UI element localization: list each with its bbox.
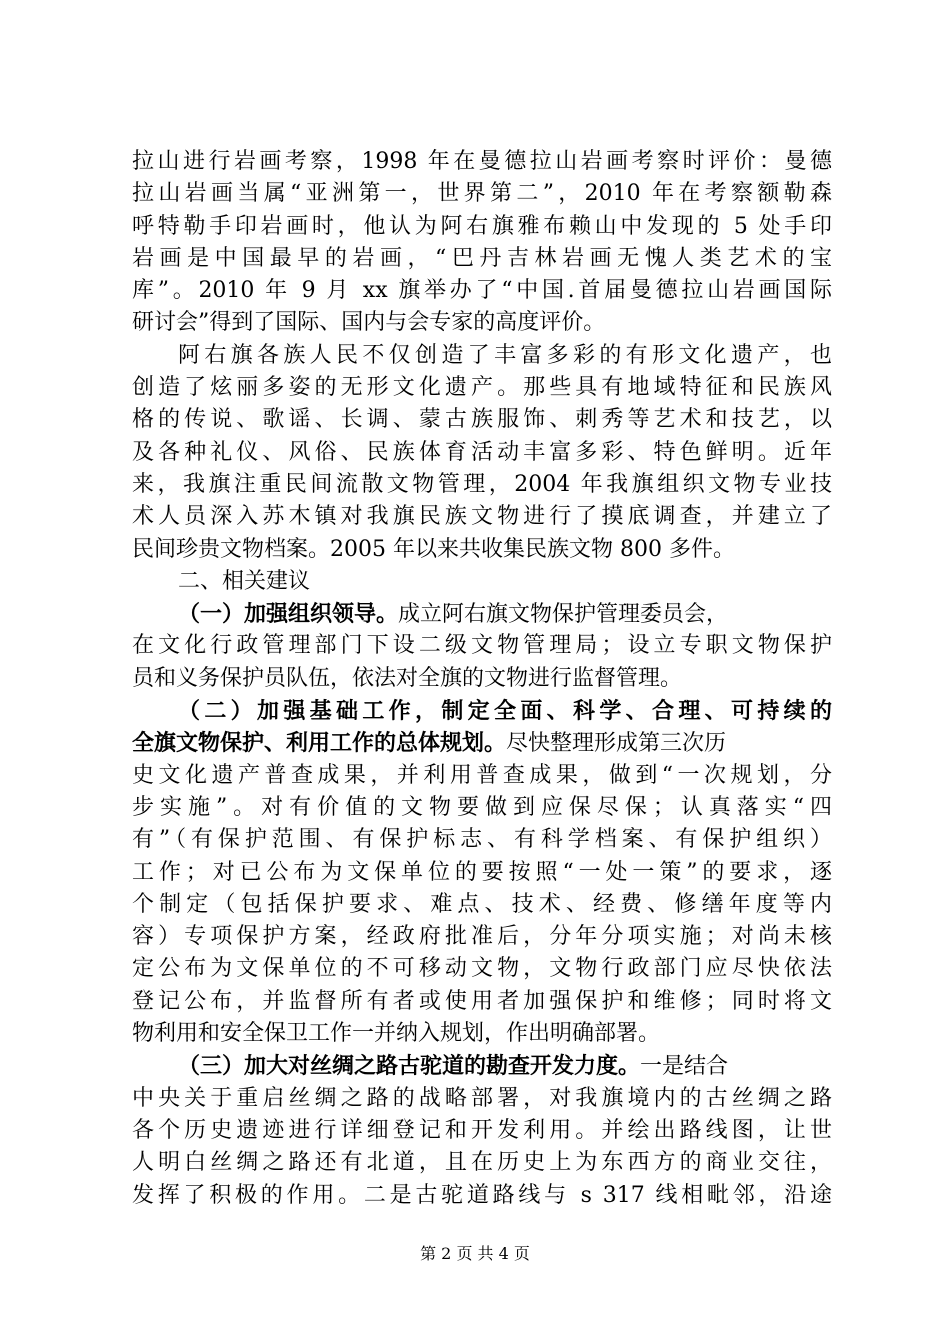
text-line: 物利用和安全保卫工作一并纳入规划，作出明确部署。 xyxy=(132,1021,661,1047)
text-line: 登记公布，并监督所有者或使用者加强保护和维修；同时将文 xyxy=(132,988,832,1014)
text-line: 民间珍贵文物档案。2005 年以来共收集民族文物 800 多件。 xyxy=(132,536,735,562)
text-line xyxy=(132,598,832,630)
text-line: 有”（有保护范围、有保护标志、有科学档案、有保护组织） xyxy=(132,827,832,853)
text-line: 阿右旗各族人民不仅创造了丰富多彩的有形文化遗产，也 xyxy=(178,342,832,368)
text-line: 库”。2010 年 9 月 xx 旗举办了“中国.首届曼德拉山岩画国际 xyxy=(132,278,832,304)
text-span: 尽快整理形成第三次历 xyxy=(506,731,727,757)
text-line: 格的传说、歌谣、长调、蒙古族服饰、刺秀等艺术和技艺，以 xyxy=(132,407,832,433)
text-line: 定公布为文保单位的不可移动文物，文物行政部门应尽快依法 xyxy=(132,956,832,982)
text-line: 步实施”。对有价值的文物要做到应保尽保；认真落实“四 xyxy=(132,794,832,820)
text-line: 拉山岩画当属“亚洲第一，世界第二”，2010 年在考察额勒森 xyxy=(132,181,832,207)
text-line: 研讨会”得到了国际、国内与会专家的高度评价。 xyxy=(132,310,606,336)
text-line: 工作；对已公布为文保单位的要按照“一处一策”的要求，逐 xyxy=(132,859,832,885)
text-line xyxy=(132,1050,832,1082)
text-line: 个制定（包括保护要求、难点、技术、经费、修缮年度等内 xyxy=(132,891,832,917)
text-line: 创造了炫丽多姿的无形文化遗产。那些具有地域特征和民族风 xyxy=(132,375,832,401)
text-line: 术人员深入苏木镇对我旗民族文物进行了摸底调查，并建立了 xyxy=(132,504,832,530)
text-line: 拉山进行岩画考察，1998 年在曼德拉山岩画考察时评价：曼德 xyxy=(132,149,832,174)
text-span: 一是结合 xyxy=(640,1054,729,1080)
subheading-2: （二）加强基础工作，制定全面、科学、合理、可持续的 xyxy=(178,698,832,725)
subheading-3: （三）加大对丝绸之路古驼道的勘查开发力度。 xyxy=(178,1053,641,1080)
subheading-1: （一）加强组织领导。 xyxy=(178,601,399,628)
body-text xyxy=(132,146,832,1212)
text-line: 发挥了积极的作用。二是古驼道路线与 s 317 线相毗邻，沿途 xyxy=(132,1182,832,1208)
text-line: 史文化遗产普查成果，并利用普查成果，做到“一次规划，分 xyxy=(132,762,832,788)
section-heading: 二、相关建议 xyxy=(178,568,311,594)
text-line: 员和义务保护员队伍，依法对全旗的文物进行监督管理。 xyxy=(132,665,683,691)
text-line: 岩画是中国最早的岩画，“巴丹吉林岩画无愧人类艺术的宝 xyxy=(132,245,832,271)
text-line: 各个历史遗迹进行详细登记和开发利用。并绘出路线图，让世 xyxy=(132,1117,832,1143)
text-line xyxy=(132,727,832,759)
text-line: 及各种礼仪、风俗、民族体育活动丰富多彩、特色鲜明。近年 xyxy=(132,439,832,465)
text-line: 中央关于重启丝绸之路的战略部署，对我旗境内的古丝绸之路 xyxy=(132,1085,832,1111)
text-line: 在文化行政管理部门下设二级文物管理局；设立专职文物保护 xyxy=(132,633,832,659)
text-line: 容）专项保护方案，经政府批准后，分年分项实施；对尚未核 xyxy=(132,924,832,950)
subheading-2-cont: 全旗文物保护、利用工作的总体规划。 xyxy=(132,730,507,757)
text-line: 人明白丝绸之路还有北道，且在历史上为东西方的商业交往， xyxy=(132,1150,832,1176)
text-span: 成立阿右旗文物保护管理委员会， xyxy=(398,602,729,628)
text-line: 呼特勒手印岩画时，他认为阿右旗雅布赖山中发现的 5 处手印 xyxy=(132,213,832,239)
page-number: 第 2 页 共 4 页 xyxy=(420,1244,530,1263)
text-line: 来，我旗注重民间流散文物管理，2004 年我旗组织文物专业技 xyxy=(132,471,832,497)
